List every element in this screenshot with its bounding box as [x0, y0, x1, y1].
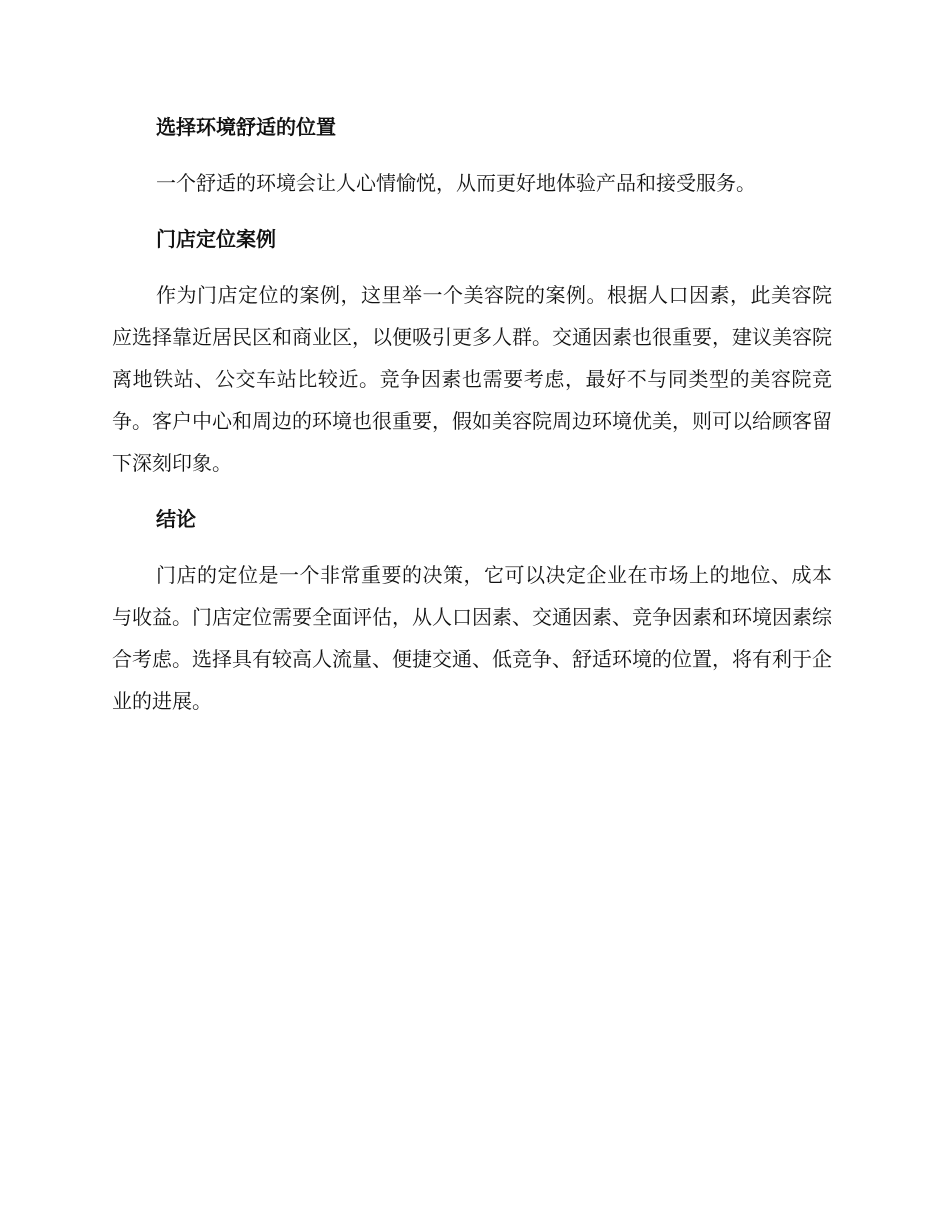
- section-heading-conclusion: 结论: [156, 507, 196, 531]
- section-paragraph-store-case: 作为门店定位的案例，这里举一个美容院的案例。根据人口因素，此美容院应选择靠近居民区和商业区，以便吸引更多人群。交通因素也很重要，建议美容院离地铁站、公交车站比较近。竞争因素也需要考虑，最好不与同类型的美容院竞争。客户中心和周边的环境也很重要，假如美容院周边环境优美，则可以给顾客留下深刻印象。: [112, 283, 832, 475]
- section-heading-comfortable-environment: 选择环境舒适的位置: [156, 115, 336, 139]
- section-paragraph-comfortable-environment: 一个舒适的环境会让人心情愉悦，从而更好地体验产品和接受服务。: [156, 171, 756, 195]
- section-paragraph-conclusion: 门店的定位是一个非常重要的决策，它可以决定企业在市场上的地位、成本与收益。门店定位需要全面评估，从人口因素、交通因素、竞争因素和环境因素综合考虑。选择具有较高人流量、便捷交通、低竞争、舒适环境的位置，将有利于企业的进展。: [112, 563, 832, 713]
- document-body: [112, 110, 832, 722]
- section-heading-store-case: 门店定位案例: [156, 227, 276, 251]
